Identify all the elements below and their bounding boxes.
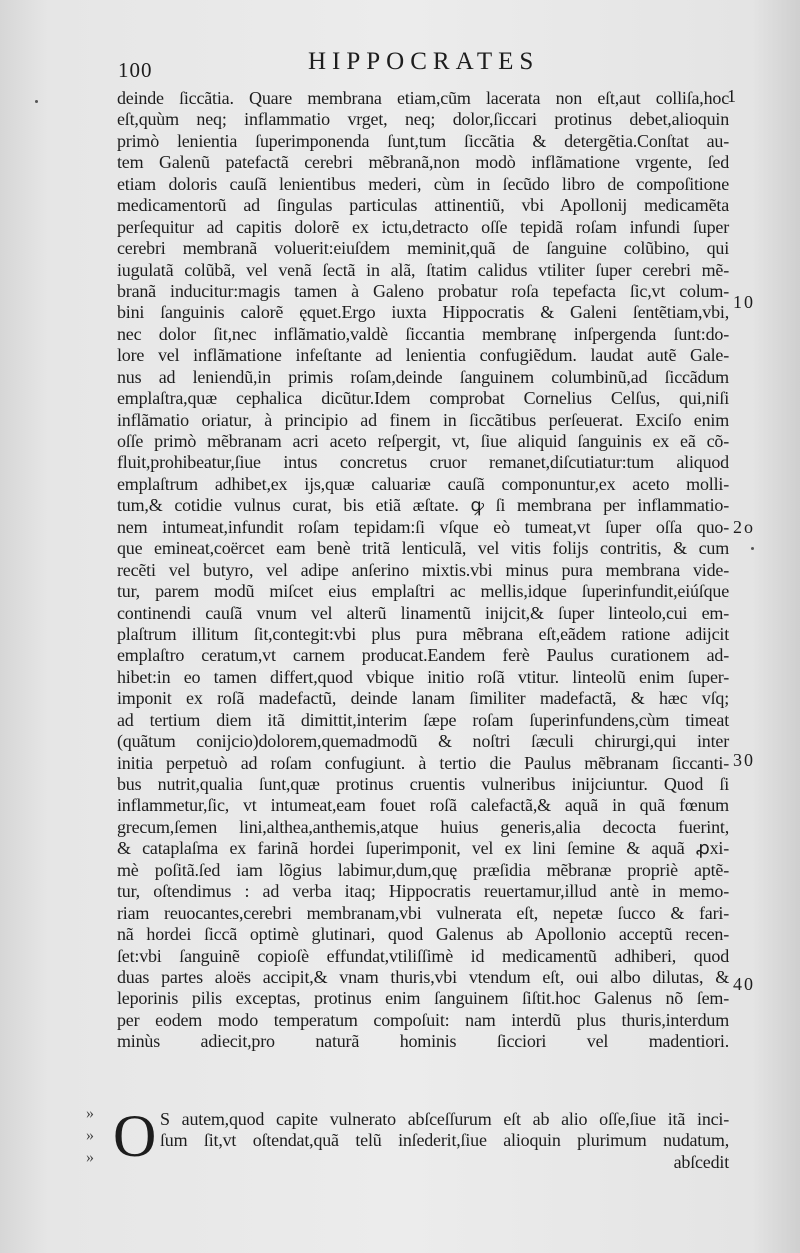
ink-speck — [751, 547, 754, 550]
text-line: tur, oſtendimus : ad verba itaq; Hippocratis reuertamur,illud antè in memo- — [117, 881, 729, 902]
page-number: 100 — [118, 58, 153, 82]
text-line: imponit ex roſã madefactũ, deinde lanam ſimiliter madefactã, & hæc vſq; — [117, 688, 729, 709]
text-line: cerebri membranã voluerit:eiuſdem meminit,quã de ſanguine colũbino, qui — [117, 238, 729, 259]
text-line: minùs adiecit,pro naturã hominis ſicciori vel madentiori. — [117, 1031, 729, 1052]
text-line: (quãtum conijcio)dolorem,quemadmodũ & noſtri ſæculi chirurgi,qui inter — [117, 731, 729, 752]
text-line: ſet:vbi ſanguinẽ copioſè effundat,vtiliſſimè id medicamentũ adhiberi, quod — [117, 945, 729, 966]
text-line: initia perpetuò ad roſam confugiunt. à tertio die Paulus mẽbranam ſiccanti- — [117, 752, 729, 773]
text-line: tum,& cotidie vulnus curat, bis etiã æſtate. ꝙ ſi membrana per inflammatio- — [117, 495, 729, 516]
text-line: continendi cauſã vnum vel alterũ linamentũ inijcit,& ſuper linteolo,cui em- — [117, 602, 729, 623]
margin-line-number: 30 — [733, 750, 755, 770]
quote-mark: » — [86, 1149, 94, 1166]
drop-initial: O — [113, 1103, 157, 1169]
text-line: etiam doloris cauſã lenientibus mederi, cùm in ſecũdo libro de compoſitione — [117, 173, 729, 194]
margin-line-number: 40 — [733, 974, 755, 994]
text-line: emplaſtra,quæ cephalica dicũtur.Idem comprobat Cornelius Celſus, qui,niſi — [117, 388, 729, 409]
text-line: nus ad leniendũ,in primis roſam,deinde ſanguinem columbinũ,ad ſiccãdum — [117, 366, 729, 387]
text-line: nem intumeat,infundit roſam tepidam:ſi vſque eò tumeat,vt ſuper oſſa quo- — [117, 516, 729, 537]
text-line: nã hordei ſiccã optimè glutinari, quod Galenus ab Apollonio acceptũ recen- — [117, 924, 729, 945]
text-line: emplaſtro ceratum,vt carnem producat.Eandem ferè Paulus curationem ad- — [117, 645, 729, 666]
text-line: plaſtrum illitum ſit,contegit:vbi plus pura mẽbrana eſt,eãdem ratione adijcit — [117, 623, 729, 644]
margin-line-number: 10 — [733, 292, 755, 312]
text-line: tur, parem modũ miſcet eius emplaſtri ac mellis,idque ſuperinfundit,eiúſque — [117, 581, 729, 602]
text-line: hibet:in eo tamen differt,quod vbique initio roſã vtitur. linteolũ enim ſuper- — [117, 666, 729, 687]
text-line: nec dolor ſit,nec inflãmatio,valdè ſiccantia membranę inſpergenda ſunt:do- — [117, 323, 729, 344]
text-line: bus nutrit,qualia ſunt,quæ protinus cruentis vulneribus inijciuntur. Quod ſi — [117, 774, 729, 794]
margin-line-number: 1 — [727, 86, 738, 106]
text-line — [117, 1053, 729, 1074]
text-line: eſt,quùm neq; inflammatio vrget, neq; dolor,ſiccari protinus debet,alioquin — [117, 109, 729, 130]
text-line: leporinis pilis exceptas, protinus enim ſanguinem ſiſtit.hoc Galenus nõ ſem- — [117, 988, 729, 1009]
paragraph-block — [160, 1109, 729, 1173]
text-line: fluit,prohibeatur,ſiue intus concretus cruor remanet,diſcutiatur:tum aliquod — [117, 452, 729, 473]
main-text-block — [117, 88, 729, 1074]
text-line: inflãmatio oriatur, à principio ad finem in ſiccãtibus perſeuerat. Exciſo enim — [117, 409, 729, 430]
text-line: riam reuocantes,cerebri membranam,vbi vulnerata eſt, nepetæ ſucco & fari- — [117, 902, 729, 923]
quote-mark: » — [86, 1127, 94, 1144]
text-line: perſequitur ad capitis dolorẽ ex ictu,detracto oſſe tepidã roſam infundi ſuper — [117, 216, 729, 237]
text-line: bini ſanguinis calorẽ ęquet.Ergo iuxta Hippocratis & Galeni ſentẽtiam,vbi, — [117, 302, 729, 323]
quote-mark: » — [86, 1105, 94, 1122]
text-line: primò lenientia ſuperimponenda ſunt,tum ſiccãtia & detergẽtia.Conſtat au- — [117, 130, 729, 151]
text-line: tem Galenũ patefactã cerebri mẽbranã,non modò inflãmatione vrgente, ſed — [117, 152, 729, 173]
text-line: duas partes aloës accipit,& vnam thuris,vbi vtendum eſt, oui albo dilutas, & — [117, 966, 729, 987]
text-line: mè poſitã.ſed iam lõgius labimur,dum,quę præſidia mẽbranæ propriè aptẽ- — [117, 859, 729, 880]
text-line: per eodem modo temperatum compoſuit: nam interdũ plus thuris,interdum — [117, 1009, 729, 1030]
margin-line-number: 2o — [733, 517, 755, 537]
text-line: iugulatã colũbã, vel venã ſectã in alã, ſtatim calidus vtiliter ſuper cerebri mẽ- — [117, 259, 729, 280]
text-line: oſſe primò mẽbranam acri aceto reſpergit, vt, ſiue aliquid ſanguinis ex eã cõ- — [117, 431, 729, 451]
text-line: recẽti vel butyro, vel adipe anſerino mixtis.vbi minus pura membrana vide- — [117, 559, 729, 580]
text-line: medicamentorũ ad ſingulas particulas attinentiũ, vbi Apollonij medicamẽta — [117, 195, 729, 216]
text-line: deinde ſiccãtia. Quare membrana etiam,cũm lacerata non eſt,aut colliſa,hoc — [117, 88, 729, 108]
text-line: inflammetur,ſic, vt intumeat,eam fouet roſã calefactã,& aquã in quã fœnum — [117, 795, 729, 816]
text-line: S autem,quod capite vulnerato abſceſſurum eſt ab alio oſſe,ſiue itã inci- — [160, 1109, 729, 1129]
catchword: abſcedit — [673, 1151, 729, 1172]
ink-speck — [35, 100, 38, 103]
text-line: grecum,ſemen lini,althea,anthemis,atque huius generis,alia decocta fuerint, — [117, 816, 729, 837]
text-line: emplaſtrum adhibet,ex ijs,quæ caluariæ cauſã componuntur,ex aceto molli- — [117, 473, 729, 494]
text-line: ſum ſit,vt oſtendat,quã telũ inſederit,ſiue alioquin plurimum nudatum, — [160, 1130, 729, 1151]
running-head: HIPPOCRATES — [308, 48, 540, 75]
text-line: lore vel inflãmatione infeſtante ad lenientia confugiẽdum. laudat autẽ Gale- — [117, 345, 729, 366]
text-line: & cataplaſma ex farinã hordei ſuperimponit, vel ex lini ſemine & aquã ꝓxi- — [117, 838, 729, 859]
text-line: branã inducitur:magis tamen à Galeno probatur roſa tepefacta ſic,vt colum- — [117, 280, 729, 301]
text-line: que emineat,coërcet eam benè tritã lenticulã, vel vitis folijs contritis, & cum — [117, 538, 729, 559]
text-line: ad tertium diem itã dimittit,interim ſæpe roſam ſuperinfundens,cùm timeat — [117, 709, 729, 730]
